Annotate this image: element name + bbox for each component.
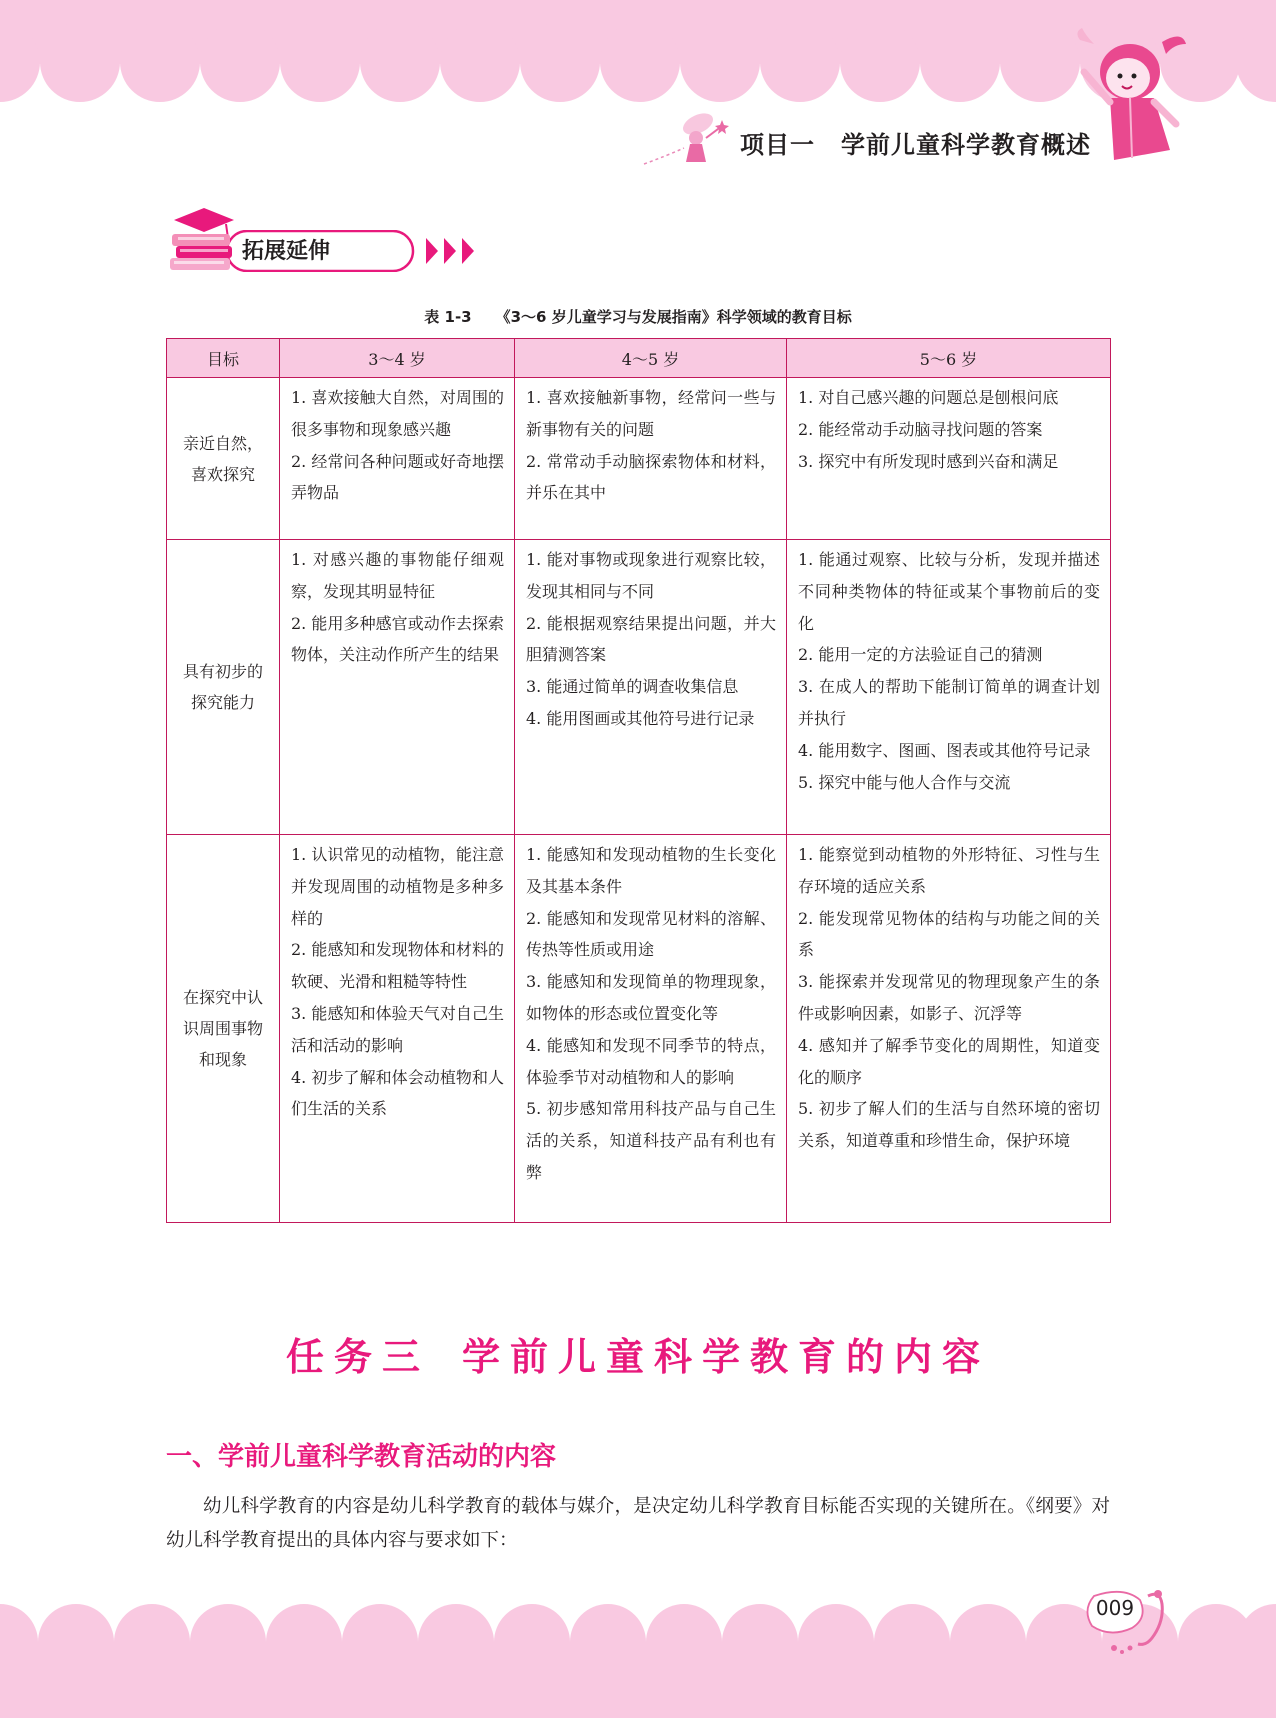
list-item: 1. 对感兴趣的事物能仔细观察，发现其明显特征 <box>291 550 504 601</box>
goal-label: 具有初步的探究能力 <box>182 662 263 712</box>
age-5-6-cell <box>787 378 1111 540</box>
goal-label: 在探究中认识周围事物和现象 <box>182 988 263 1069</box>
task-title-text: 学前儿童科学教育的内容 <box>462 1335 991 1379</box>
header-age-5-6: 5～6 岁 <box>787 339 1111 378</box>
header-goal: 目标 <box>167 339 280 378</box>
table-number: 表 1-3 <box>424 308 472 326</box>
body-paragraph: 幼儿科学教育的内容是幼儿科学教育的载体与媒介，是决定幼儿科学教育目标能否实现的关键所在。《纲要》对幼儿科学教育提出的具体内容与要求如下： <box>166 1496 1110 1551</box>
age-5-6-cell <box>787 540 1111 835</box>
section-badge-label: 拓展延伸 <box>242 239 331 264</box>
list-item: 3. 在成人的帮助下能制订简单的调查计划并执行 <box>798 677 1100 728</box>
list-item: 4. 能用图画或其他符号进行记录 <box>526 708 755 728</box>
goal-cell <box>167 540 280 835</box>
list-item: 2. 能感知和发现物体和材料的软硬、光滑和粗糙等特性 <box>291 940 504 992</box>
goal-cell <box>167 835 280 1223</box>
table-title: 《3～6 岁儿童学习与发展指南》科学领域的教育目标 <box>495 308 852 326</box>
list-item: 4. 感知并了解季节变化的周期性，知道变化的顺序 <box>798 1035 1100 1087</box>
list-item: 2. 能根据观察结果提出问题，并大胆猜测答案 <box>526 613 776 665</box>
list-item: 3. 能通过简单的调查收集信息 <box>526 677 739 697</box>
education-goals-table <box>166 338 1111 1223</box>
list-item: 3. 探究中有所发现时感到兴奋和满足 <box>798 451 1059 471</box>
list-item: 1. 对自己感兴趣的问题总是刨根问底 <box>798 388 1059 407</box>
age-3-4-cell <box>280 378 515 540</box>
age-3-4-cell <box>280 835 515 1223</box>
task-prefix: 任务三 <box>285 1335 430 1379</box>
goal-cell <box>167 378 280 540</box>
list-item: 1. 能感知和发现动植物的生长变化及其基本条件 <box>526 845 776 896</box>
chapter-prefix: 项目一 <box>740 131 815 159</box>
list-item: 1. 能对事物或现象进行观察比较，发现其相同与不同 <box>526 550 776 601</box>
list-item: 2. 能经常动手动脑寻找问题的答案 <box>798 419 1043 439</box>
list-item: 1. 喜欢接触新事物，经常问一些与新事物有关的问题 <box>526 388 776 439</box>
age-4-5-cell <box>515 835 787 1223</box>
list-item: 5. 初步了解人们的生活与自然环境的密切关系，知道尊重和珍惜生命，保护环境 <box>798 1099 1100 1151</box>
header-age-3-4: 3～4 岁 <box>280 339 515 378</box>
list-item: 2. 经常问各种问题或好奇地摆弄物品 <box>291 451 504 503</box>
list-item: 4. 初步了解和体会动植物和人们生活的关系 <box>291 1067 504 1119</box>
chapter-title <box>740 125 1100 160</box>
page-number: 009 <box>1095 1596 1135 1620</box>
list-item: 1. 能通过观察、比较与分析，发现并描述不同种类物体的特征或某个事物前后的变化 <box>798 550 1100 633</box>
list-item: 3. 能感知和发现简单的物理现象，如物体的形态或位置变化等 <box>526 972 776 1023</box>
list-item: 5. 探究中能与他人合作与交流 <box>798 772 1011 792</box>
goal-label: 亲近自然，喜欢探究 <box>182 433 263 484</box>
subsection-heading: 一、学前儿童科学教育活动的内容 <box>166 1442 557 1472</box>
list-item: 2. 常常动手动脑探索物体和材料，并乐在其中 <box>526 451 776 503</box>
age-3-4-cell <box>280 540 515 835</box>
page-number-frame <box>1074 1582 1174 1662</box>
books-icon <box>166 204 242 280</box>
girl-illustration-icon <box>1070 22 1190 167</box>
task-heading <box>0 1326 1276 1381</box>
table-row <box>167 540 1111 835</box>
list-item: 2. 能感知和发现常见材料的溶解、传热等性质或用途 <box>526 908 776 960</box>
list-item: 4. 能用数字、图画、图表或其他符号记录 <box>798 740 1091 760</box>
list-item: 1. 认识常见的动植物，能注意并发现周围的动植物是多种多样的 <box>291 845 504 928</box>
triangle-arrow-icon <box>426 238 438 264</box>
list-item: 2. 能发现常见物体的结构与功能之间的关系 <box>798 908 1100 960</box>
age-4-5-cell <box>515 540 787 835</box>
fairy-icon <box>636 104 736 174</box>
age-4-5-cell <box>515 378 787 540</box>
table-row <box>167 835 1111 1223</box>
list-item: 2. 能用多种感官或动作去探索物体，关注动作所产生的结果 <box>291 613 504 665</box>
list-item: 2. 能用一定的方法验证自己的猜测 <box>798 645 1043 665</box>
list-item: 1. 喜欢接触大自然，对周围的很多事物和现象感兴趣 <box>291 388 504 439</box>
list-item: 1. 能察觉到动植物的外形特征、习性与生存环境的适应关系 <box>798 845 1100 896</box>
graduation-cap-icon <box>174 208 234 232</box>
chapter-name: 学前儿童科学教育概述 <box>841 131 1091 159</box>
age-5-6-cell <box>787 835 1111 1223</box>
list-item: 4. 能感知和发现不同季节的特点，体验季节对动植物和人的影响 <box>526 1035 776 1087</box>
list-item: 3. 能探索并发现常见的物理现象产生的条件或影响因素，如影子、沉浮等 <box>798 972 1100 1023</box>
table-header-row <box>167 339 1111 378</box>
list-item: 3. 能感知和体验天气对自己生活和活动的影响 <box>291 1003 504 1055</box>
list-item: 5. 初步感知常用科技产品与自己生活的关系，知道科技产品有利也有弊 <box>526 1099 776 1182</box>
table-caption <box>166 306 1110 327</box>
table-row <box>167 378 1111 540</box>
header-age-4-5: 4～5 岁 <box>515 339 787 378</box>
